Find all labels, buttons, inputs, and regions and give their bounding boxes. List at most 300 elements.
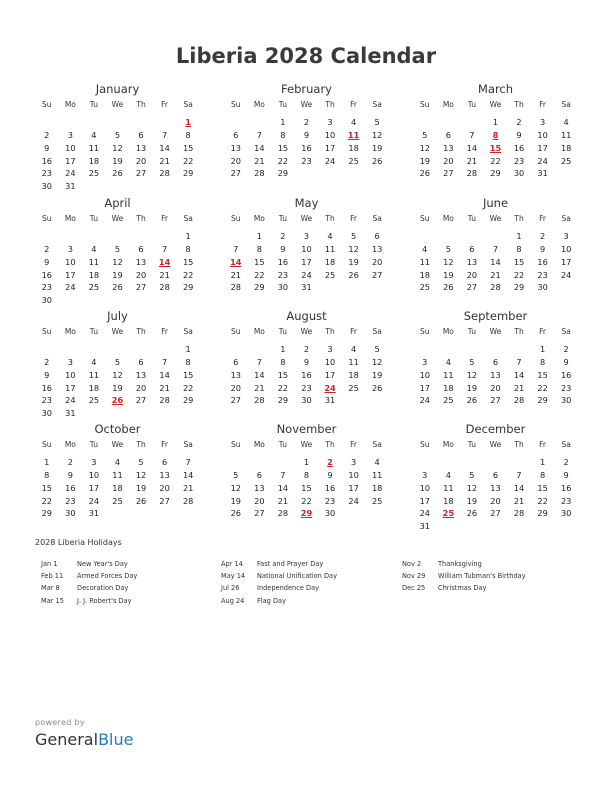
- weekday-header: Tu: [89, 100, 98, 109]
- day-cell: 5: [422, 129, 428, 140]
- day-cell: 29: [182, 395, 194, 406]
- month-name: January: [95, 82, 140, 96]
- day-cell: 7: [492, 243, 499, 254]
- day-cell: 4: [563, 116, 569, 127]
- day-cell: 22: [277, 382, 289, 393]
- day-cell: 22: [182, 382, 194, 393]
- day-cell: 6: [469, 243, 475, 254]
- holiday-day-cell: 14: [230, 256, 242, 267]
- month-january: [35, 82, 200, 193]
- day-cell: 12: [230, 482, 241, 493]
- day-cell: 17: [348, 482, 359, 493]
- weekday-header: Sa: [183, 440, 193, 449]
- day-cell: 31: [65, 181, 76, 192]
- day-cell: 14: [159, 142, 170, 153]
- day-cell: 5: [374, 343, 380, 354]
- holiday-item: [402, 582, 592, 594]
- weekday-header: Su: [231, 214, 241, 223]
- day-cell: 28: [159, 282, 170, 293]
- day-cell: 20: [466, 269, 478, 280]
- day-cell: 16: [537, 256, 548, 267]
- day-cell: 21: [159, 155, 170, 166]
- day-cell: 2: [67, 456, 73, 467]
- weekday-header: Fr: [539, 214, 547, 223]
- weekday-header: Th: [514, 214, 524, 223]
- day-cell: 28: [254, 168, 265, 179]
- day-cell: 22: [301, 495, 312, 506]
- day-cell: 20: [135, 382, 147, 393]
- month-name: October: [94, 422, 141, 436]
- holiday-item: [41, 595, 231, 607]
- day-cell: 17: [88, 482, 100, 493]
- day-cell: 25: [112, 495, 123, 506]
- day-cell: 13: [490, 482, 501, 493]
- day-cell: 8: [303, 469, 310, 480]
- day-cell: 13: [135, 369, 147, 380]
- day-cell: 4: [91, 243, 97, 254]
- day-cell: 15: [182, 256, 194, 267]
- day-cell: 13: [135, 142, 147, 153]
- day-cell: 18: [443, 495, 454, 506]
- weekday-header: We: [489, 100, 502, 109]
- day-cell: 1: [256, 230, 262, 241]
- day-cell: 21: [254, 382, 265, 393]
- day-cell: 18: [88, 382, 100, 393]
- empty-day-cell: [507, 343, 531, 356]
- day-cell: 26: [135, 495, 147, 506]
- weekday-header: Su: [420, 214, 430, 223]
- day-cell: 17: [560, 256, 572, 267]
- holiday-item: [221, 570, 411, 582]
- empty-day-cell: [153, 116, 177, 129]
- weekday-header: Tu: [467, 214, 476, 223]
- day-cell: 26: [443, 282, 454, 293]
- empty-day-cell: [437, 116, 461, 129]
- weekday-header: Th: [136, 440, 146, 449]
- month-november: [224, 422, 389, 520]
- weekday-header: Sa: [561, 100, 571, 109]
- day-cell: 2: [303, 116, 310, 127]
- day-cell: 9: [280, 243, 286, 254]
- weekday-header: Sa: [561, 440, 571, 449]
- holiday-name: William Tubman's Birthday: [438, 572, 526, 581]
- month-may: [224, 196, 389, 294]
- weekday-header: Mo: [442, 440, 454, 449]
- day-cell: 28: [159, 395, 170, 406]
- day-cell: 30: [301, 395, 312, 406]
- day-cell: 21: [159, 382, 170, 393]
- day-cell: 16: [41, 155, 52, 166]
- day-cell: 14: [254, 369, 265, 380]
- day-cell: 29: [277, 168, 289, 179]
- day-cell: 11: [88, 142, 100, 153]
- day-cell: 27: [490, 395, 501, 406]
- day-cell: 23: [301, 155, 312, 166]
- day-cell: 19: [135, 482, 147, 493]
- day-cell: 8: [539, 469, 546, 480]
- empty-day-cell: [437, 456, 461, 469]
- day-cell: 15: [513, 256, 525, 267]
- weekday-header: Th: [136, 214, 146, 223]
- day-cell: 16: [65, 482, 76, 493]
- day-cell: 8: [185, 243, 191, 254]
- day-cell: 5: [374, 116, 380, 127]
- day-cell: 29: [277, 395, 289, 406]
- day-cell: 1: [516, 230, 522, 241]
- day-cell: 24: [419, 395, 430, 406]
- empty-day-cell: [35, 116, 59, 129]
- holiday-day-cell: 26: [111, 395, 124, 406]
- day-cell: 14: [513, 369, 525, 380]
- day-cell: 12: [466, 482, 478, 493]
- holiday-date: Jul 26: [221, 584, 240, 593]
- holiday-item: [402, 558, 592, 570]
- day-cell: 20: [443, 155, 454, 166]
- day-cell: 13: [490, 369, 501, 380]
- day-cell: 6: [445, 129, 451, 140]
- day-cell: 26: [466, 508, 478, 519]
- day-cell: 25: [348, 382, 359, 393]
- day-cell: 17: [419, 495, 430, 506]
- day-cell: 12: [112, 369, 123, 380]
- day-cell: 31: [88, 508, 100, 519]
- day-cell: 10: [65, 142, 76, 153]
- day-cell: 3: [327, 343, 333, 354]
- day-cell: 23: [560, 382, 572, 393]
- day-cell: 18: [443, 382, 454, 393]
- day-cell: 20: [230, 382, 241, 393]
- day-cell: 1: [185, 230, 191, 241]
- day-cell: 4: [350, 343, 357, 354]
- day-cell: 25: [560, 155, 572, 166]
- weekday-header: Th: [325, 440, 335, 449]
- day-cell: 8: [539, 356, 546, 367]
- day-cell: 11: [348, 356, 359, 367]
- day-cell: 24: [65, 395, 76, 406]
- day-cell: 28: [490, 282, 501, 293]
- day-cell: 26: [348, 269, 359, 280]
- day-cell: 22: [490, 155, 501, 166]
- day-cell: 2: [44, 356, 50, 367]
- day-cell: 16: [41, 269, 52, 280]
- day-cell: 21: [159, 269, 170, 280]
- day-cell: 9: [44, 369, 50, 380]
- weekday-header: Sa: [183, 214, 193, 223]
- day-cell: 29: [513, 282, 525, 293]
- page-title: Liberia 2028 Calendar: [175, 44, 437, 68]
- holiday-day-cell: 25: [442, 508, 455, 519]
- day-cell: 27: [230, 395, 241, 406]
- holiday-date: Feb 11: [41, 572, 64, 581]
- weekday-header: Sa: [183, 327, 193, 336]
- weekday-header: Th: [325, 214, 335, 223]
- weekday-header: Su: [42, 100, 52, 109]
- day-cell: 5: [469, 469, 475, 480]
- day-cell: 12: [371, 129, 383, 140]
- weekday-header: Sa: [372, 440, 382, 449]
- day-cell: 18: [112, 482, 123, 493]
- day-cell: 27: [443, 168, 454, 179]
- holiday-column: [221, 558, 411, 607]
- holiday-day-cell: 14: [158, 256, 171, 267]
- empty-day-cell: [82, 343, 106, 356]
- day-cell: 23: [41, 282, 52, 293]
- empty-day-cell: [106, 343, 130, 356]
- day-cell: 24: [88, 495, 100, 506]
- day-cell: 11: [88, 369, 100, 380]
- weekday-header: Mo: [64, 100, 76, 109]
- weekday-header: Mo: [253, 100, 265, 109]
- day-cell: 2: [563, 456, 569, 467]
- holiday-day-cell: 1: [185, 116, 191, 127]
- day-cell: 20: [159, 482, 170, 493]
- day-cell: 14: [159, 369, 170, 380]
- day-cell: 27: [466, 282, 478, 293]
- day-cell: 5: [350, 230, 357, 241]
- month-name: March: [477, 82, 514, 96]
- weekday-header: Tu: [467, 100, 476, 109]
- day-cell: 11: [324, 243, 336, 254]
- day-cell: 12: [419, 142, 430, 153]
- day-cell: 2: [563, 343, 569, 354]
- weekday-header: Mo: [253, 214, 265, 223]
- holiday-date: Mar 8: [41, 584, 60, 593]
- day-cell: 13: [230, 142, 241, 153]
- day-cell: 1: [539, 343, 546, 354]
- day-cell: 30: [537, 282, 548, 293]
- day-cell: 2: [280, 230, 286, 241]
- day-cell: 20: [135, 155, 147, 166]
- day-cell: 23: [65, 495, 76, 506]
- day-cell: 21: [230, 269, 241, 280]
- weekday-header: Fr: [350, 327, 358, 336]
- weekday-header: Fr: [350, 214, 358, 223]
- empty-day-cell: [437, 343, 461, 356]
- day-cell: 8: [256, 243, 262, 254]
- day-cell: 17: [537, 142, 548, 153]
- weekday-header: Tu: [89, 327, 98, 336]
- day-cell: 9: [539, 243, 546, 254]
- day-cell: 29: [537, 395, 548, 406]
- day-cell: 5: [233, 469, 239, 480]
- day-cell: 16: [301, 369, 312, 380]
- day-cell: 20: [371, 256, 383, 267]
- weekday-header: Th: [325, 100, 335, 109]
- holiday-date: Nov 2: [402, 560, 422, 568]
- month-name: September: [463, 309, 528, 323]
- weekday-header: Tu: [278, 100, 287, 109]
- day-cell: 29: [254, 282, 265, 293]
- day-cell: 28: [230, 282, 241, 293]
- day-cell: 25: [88, 282, 100, 293]
- day-cell: 6: [138, 129, 144, 140]
- day-cell: 2: [303, 343, 310, 354]
- day-cell: 2: [516, 116, 522, 127]
- day-cell: 17: [324, 369, 336, 380]
- day-cell: 27: [159, 495, 170, 506]
- day-cell: 7: [256, 356, 262, 367]
- day-cell: 25: [443, 395, 454, 406]
- weekday-header: We: [300, 214, 313, 223]
- weekday-header: Th: [514, 440, 524, 449]
- weekday-header: Fr: [350, 100, 358, 109]
- day-cell: 11: [419, 256, 430, 267]
- day-cell: 26: [466, 395, 478, 406]
- day-cell: 26: [371, 382, 383, 393]
- empty-day-cell: [106, 230, 130, 243]
- weekday-header: Mo: [64, 440, 76, 449]
- holiday-item: [41, 558, 231, 570]
- day-cell: 14: [254, 142, 265, 153]
- day-cell: 23: [301, 382, 312, 393]
- holiday-column: [41, 558, 231, 607]
- day-cell: 12: [112, 142, 123, 153]
- empty-day-cell: [59, 230, 83, 243]
- day-cell: 14: [466, 142, 478, 153]
- weekday-header: Th: [514, 327, 524, 336]
- empty-day-cell: [153, 230, 177, 243]
- brand-general: General: [35, 730, 99, 749]
- day-cell: 17: [65, 269, 76, 280]
- day-cell: 27: [254, 508, 265, 519]
- day-cell: 26: [230, 508, 241, 519]
- day-cell: 13: [254, 482, 265, 493]
- weekday-header: Fr: [161, 214, 169, 223]
- day-cell: 7: [161, 243, 168, 254]
- weekday-header: Su: [420, 327, 430, 336]
- month-september: [413, 309, 578, 407]
- day-cell: 23: [560, 495, 572, 506]
- weekday-header: Th: [514, 100, 524, 109]
- month-december: [413, 422, 578, 533]
- holiday-item: [402, 570, 592, 582]
- day-cell: 6: [492, 356, 499, 367]
- day-cell: 13: [443, 142, 454, 153]
- empty-day-cell: [35, 230, 59, 243]
- holiday-name: Independence Day: [257, 584, 320, 593]
- day-cell: 26: [112, 168, 123, 179]
- day-cell: 3: [327, 116, 333, 127]
- day-cell: 27: [371, 269, 383, 280]
- day-cell: 10: [324, 129, 336, 140]
- holiday-name: National Unification Day: [257, 572, 337, 581]
- day-cell: 2: [44, 243, 50, 254]
- day-cell: 3: [67, 129, 73, 140]
- day-cell: 24: [324, 155, 336, 166]
- weekday-header: Tu: [278, 440, 287, 449]
- weekday-header: Su: [420, 100, 430, 109]
- day-cell: 24: [537, 155, 548, 166]
- day-cell: 30: [41, 295, 52, 306]
- day-cell: 7: [161, 356, 168, 367]
- day-cell: 15: [277, 142, 289, 153]
- day-cell: 5: [469, 356, 475, 367]
- day-cell: 7: [233, 243, 239, 254]
- day-cell: 28: [513, 395, 525, 406]
- day-cell: 23: [41, 168, 52, 179]
- day-cell: 22: [537, 495, 548, 506]
- day-cell: 19: [466, 382, 478, 393]
- month-name: December: [465, 422, 526, 436]
- day-cell: 9: [303, 356, 310, 367]
- day-cell: 15: [277, 369, 289, 380]
- day-cell: 1: [185, 343, 191, 354]
- day-cell: 9: [516, 129, 522, 140]
- month-name: August: [286, 309, 327, 323]
- day-cell: 20: [490, 382, 501, 393]
- weekday-header: Tu: [278, 214, 287, 223]
- day-cell: 26: [419, 168, 430, 179]
- day-cell: 4: [350, 116, 357, 127]
- day-cell: 6: [161, 456, 168, 467]
- day-cell: 4: [445, 469, 451, 480]
- month-name: May: [294, 196, 319, 210]
- month-name: November: [276, 422, 337, 436]
- day-cell: 4: [91, 129, 97, 140]
- day-cell: 26: [112, 282, 123, 293]
- day-cell: 28: [466, 168, 478, 179]
- day-cell: 20: [254, 495, 265, 506]
- weekday-header: Mo: [64, 327, 76, 336]
- day-cell: 19: [112, 269, 123, 280]
- day-cell: 14: [182, 469, 194, 480]
- day-cell: 12: [112, 256, 123, 267]
- day-cell: 22: [537, 382, 548, 393]
- day-cell: 6: [233, 356, 239, 367]
- month-march: [413, 82, 578, 180]
- day-cell: 16: [277, 256, 289, 267]
- holiday-date: Dec 25: [402, 584, 426, 593]
- month-april: [35, 196, 200, 307]
- day-cell: 9: [327, 469, 333, 480]
- month-august: [224, 309, 389, 407]
- day-cell: 22: [182, 269, 194, 280]
- holiday-name: New Year's Day: [77, 560, 128, 568]
- day-cell: 21: [277, 495, 289, 506]
- day-cell: 4: [422, 243, 428, 254]
- day-cell: 9: [44, 256, 50, 267]
- empty-day-cell: [59, 343, 83, 356]
- day-cell: 13: [371, 243, 383, 254]
- weekday-header: Fr: [539, 327, 547, 336]
- day-cell: 19: [112, 382, 123, 393]
- day-cell: 28: [182, 495, 194, 506]
- day-cell: 13: [466, 256, 478, 267]
- weekday-header: Th: [136, 327, 146, 336]
- weekday-header: Sa: [183, 100, 193, 109]
- day-cell: 7: [185, 456, 191, 467]
- day-cell: 7: [161, 129, 168, 140]
- holiday-column: [402, 558, 592, 595]
- holiday-date: May 14: [221, 572, 246, 581]
- day-cell: 17: [65, 155, 76, 166]
- day-cell: 14: [490, 256, 501, 267]
- brand-logo: [35, 730, 133, 749]
- month-name: April: [104, 196, 131, 210]
- day-cell: 1: [44, 456, 50, 467]
- day-cell: 19: [371, 369, 383, 380]
- day-cell: 15: [254, 256, 265, 267]
- day-cell: 25: [419, 282, 430, 293]
- day-cell: 8: [280, 356, 286, 367]
- day-cell: 11: [443, 482, 454, 493]
- day-cell: 10: [324, 356, 336, 367]
- day-cell: 18: [324, 256, 336, 267]
- empty-day-cell: [437, 230, 461, 243]
- day-cell: 1: [280, 343, 286, 354]
- day-cell: 21: [466, 155, 478, 166]
- day-cell: 31: [419, 521, 430, 532]
